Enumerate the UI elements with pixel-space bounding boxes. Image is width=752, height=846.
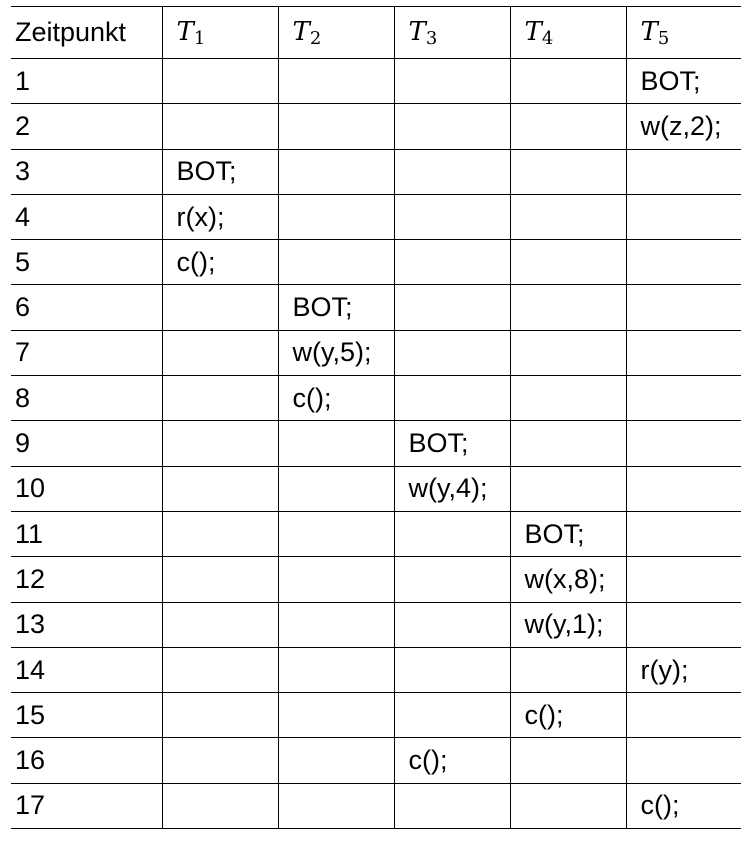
time-cell: 6	[15, 292, 31, 323]
operation-cell-t1	[162, 421, 278, 466]
operation-cell-t2: BOT;	[278, 285, 394, 330]
operation-cell-t1	[162, 693, 278, 738]
operation-cell-t5	[626, 240, 741, 285]
operation-cell-t5	[626, 738, 741, 783]
operation-cell-t4	[510, 59, 626, 104]
operation-cell-t1	[162, 285, 278, 330]
time-cell: 9	[15, 428, 31, 459]
operation-cell-t4	[510, 376, 626, 421]
table-row	[11, 511, 741, 556]
operation-cell-t2	[278, 240, 394, 285]
time-cell: 4	[15, 201, 31, 232]
header-row	[11, 7, 741, 59]
table-row	[11, 602, 741, 647]
operation-cell-t4	[510, 149, 626, 194]
operation-cell-t5	[626, 149, 741, 194]
operation-cell-t4: w(y,1);	[510, 602, 626, 647]
operation-cell-t2	[278, 104, 394, 149]
operation-cell-t4	[510, 104, 626, 149]
operation-cell-t2	[278, 647, 394, 692]
table-row	[11, 285, 741, 330]
operation-cell-t3	[394, 285, 510, 330]
operation-cell-t3	[394, 330, 510, 375]
operation-cell-t3	[394, 194, 510, 239]
operation-cell-t4	[510, 783, 626, 828]
table-row	[11, 647, 741, 692]
time-cell: 12	[15, 563, 46, 594]
time-cell: 17	[15, 790, 46, 821]
operation-cell-t2	[278, 738, 394, 783]
operation-cell-t1	[162, 330, 278, 375]
operation-cell-t5: c();	[626, 783, 741, 828]
header-transaction-2: $T_2$	[278, 7, 394, 59]
operation-cell-t4	[510, 194, 626, 239]
time-cell: 16	[15, 745, 46, 776]
operation-cell-t4	[510, 738, 626, 783]
operation-cell-t1: r(x);	[162, 194, 278, 239]
operation-cell-t5	[626, 285, 741, 330]
operation-cell-t3	[394, 240, 510, 285]
operation-cell-t1	[162, 647, 278, 692]
operation-cell-t2	[278, 602, 394, 647]
operation-cell-t1	[162, 511, 278, 556]
operation-cell-t3: c();	[394, 738, 510, 783]
operation-cell-t1	[162, 783, 278, 828]
header-transaction-1: $T_1$	[162, 7, 278, 59]
table-header	[11, 7, 741, 59]
operation-cell-t2	[278, 557, 394, 602]
operation-cell-t5	[626, 194, 741, 239]
operation-cell-t4	[510, 647, 626, 692]
operation-cell-t4: w(x,8);	[510, 557, 626, 602]
operation-cell-t3	[394, 557, 510, 602]
operation-cell-t5	[626, 602, 741, 647]
operation-cell-t4: BOT;	[510, 511, 626, 556]
table-body	[11, 59, 741, 829]
operation-cell-t5	[626, 330, 741, 375]
operation-cell-t2	[278, 421, 394, 466]
operation-cell-t5: r(y);	[626, 647, 741, 692]
time-cell: 14	[15, 654, 46, 685]
operation-cell-t3	[394, 59, 510, 104]
operation-cell-t5	[626, 466, 741, 511]
operation-cell-t3: BOT;	[394, 421, 510, 466]
header-transaction-4: $T_4$	[510, 7, 626, 59]
operation-cell-t4	[510, 421, 626, 466]
table-row	[11, 59, 741, 104]
operation-cell-t3: w(y,4);	[394, 466, 510, 511]
operation-cell-t5	[626, 557, 741, 602]
table-row	[11, 240, 741, 285]
time-cell: 2	[15, 110, 31, 141]
time-cell: 1	[15, 65, 31, 96]
operation-cell-t2	[278, 194, 394, 239]
operation-cell-t3	[394, 149, 510, 194]
time-cell: 10	[15, 473, 46, 504]
time-cell: 8	[15, 382, 31, 413]
operation-cell-t1	[162, 466, 278, 511]
operation-cell-t3	[394, 104, 510, 149]
operation-cell-t2	[278, 466, 394, 511]
operation-cell-t3	[394, 783, 510, 828]
operation-cell-t5: w(z,2);	[626, 104, 741, 149]
operation-cell-t2	[278, 511, 394, 556]
operation-cell-t5	[626, 376, 741, 421]
operation-cell-t4	[510, 285, 626, 330]
operation-cell-t1: c();	[162, 240, 278, 285]
operation-cell-t2: w(y,5);	[278, 330, 394, 375]
time-cell: 3	[15, 156, 31, 187]
table-row	[11, 149, 741, 194]
schedule-table	[11, 6, 741, 829]
table-row	[11, 376, 741, 421]
operation-cell-t5	[626, 421, 741, 466]
time-cell: 11	[15, 518, 44, 549]
table-row	[11, 421, 741, 466]
time-cell: 15	[15, 699, 46, 730]
operation-cell-t3	[394, 647, 510, 692]
table-row	[11, 693, 741, 738]
operation-cell-t5	[626, 511, 741, 556]
operation-cell-t1	[162, 738, 278, 783]
time-cell: 13	[15, 609, 46, 640]
table-row	[11, 738, 741, 783]
operation-cell-t1	[162, 557, 278, 602]
operation-cell-t4	[510, 330, 626, 375]
operation-cell-t4: c();	[510, 693, 626, 738]
operation-cell-t1	[162, 104, 278, 149]
operation-cell-t2	[278, 693, 394, 738]
table-row	[11, 557, 741, 602]
operation-cell-t2	[278, 59, 394, 104]
table-row	[11, 330, 741, 375]
operation-cell-t5	[626, 693, 741, 738]
operation-cell-t1	[162, 376, 278, 421]
table-row	[11, 194, 741, 239]
operation-cell-t4	[510, 240, 626, 285]
operation-cell-t2	[278, 149, 394, 194]
table-row	[11, 466, 741, 511]
time-cell: 7	[15, 337, 31, 368]
header-transaction-5: $T_5$	[626, 7, 741, 59]
operation-cell-t1	[162, 59, 278, 104]
operation-cell-t2: c();	[278, 376, 394, 421]
operation-cell-t5: BOT;	[626, 59, 741, 104]
operation-cell-t3	[394, 602, 510, 647]
operation-cell-t4	[510, 466, 626, 511]
operation-cell-t2	[278, 783, 394, 828]
table-row	[11, 104, 741, 149]
header-transaction-3: $T_3$	[394, 7, 510, 59]
time-cell: 5	[15, 246, 31, 277]
table-row	[11, 783, 741, 828]
operation-cell-t3	[394, 511, 510, 556]
operation-cell-t3	[394, 693, 510, 738]
operation-cell-t3	[394, 376, 510, 421]
header-time: Zeitpunkt	[15, 17, 127, 47]
operation-cell-t1: BOT;	[162, 149, 278, 194]
operation-cell-t1	[162, 602, 278, 647]
